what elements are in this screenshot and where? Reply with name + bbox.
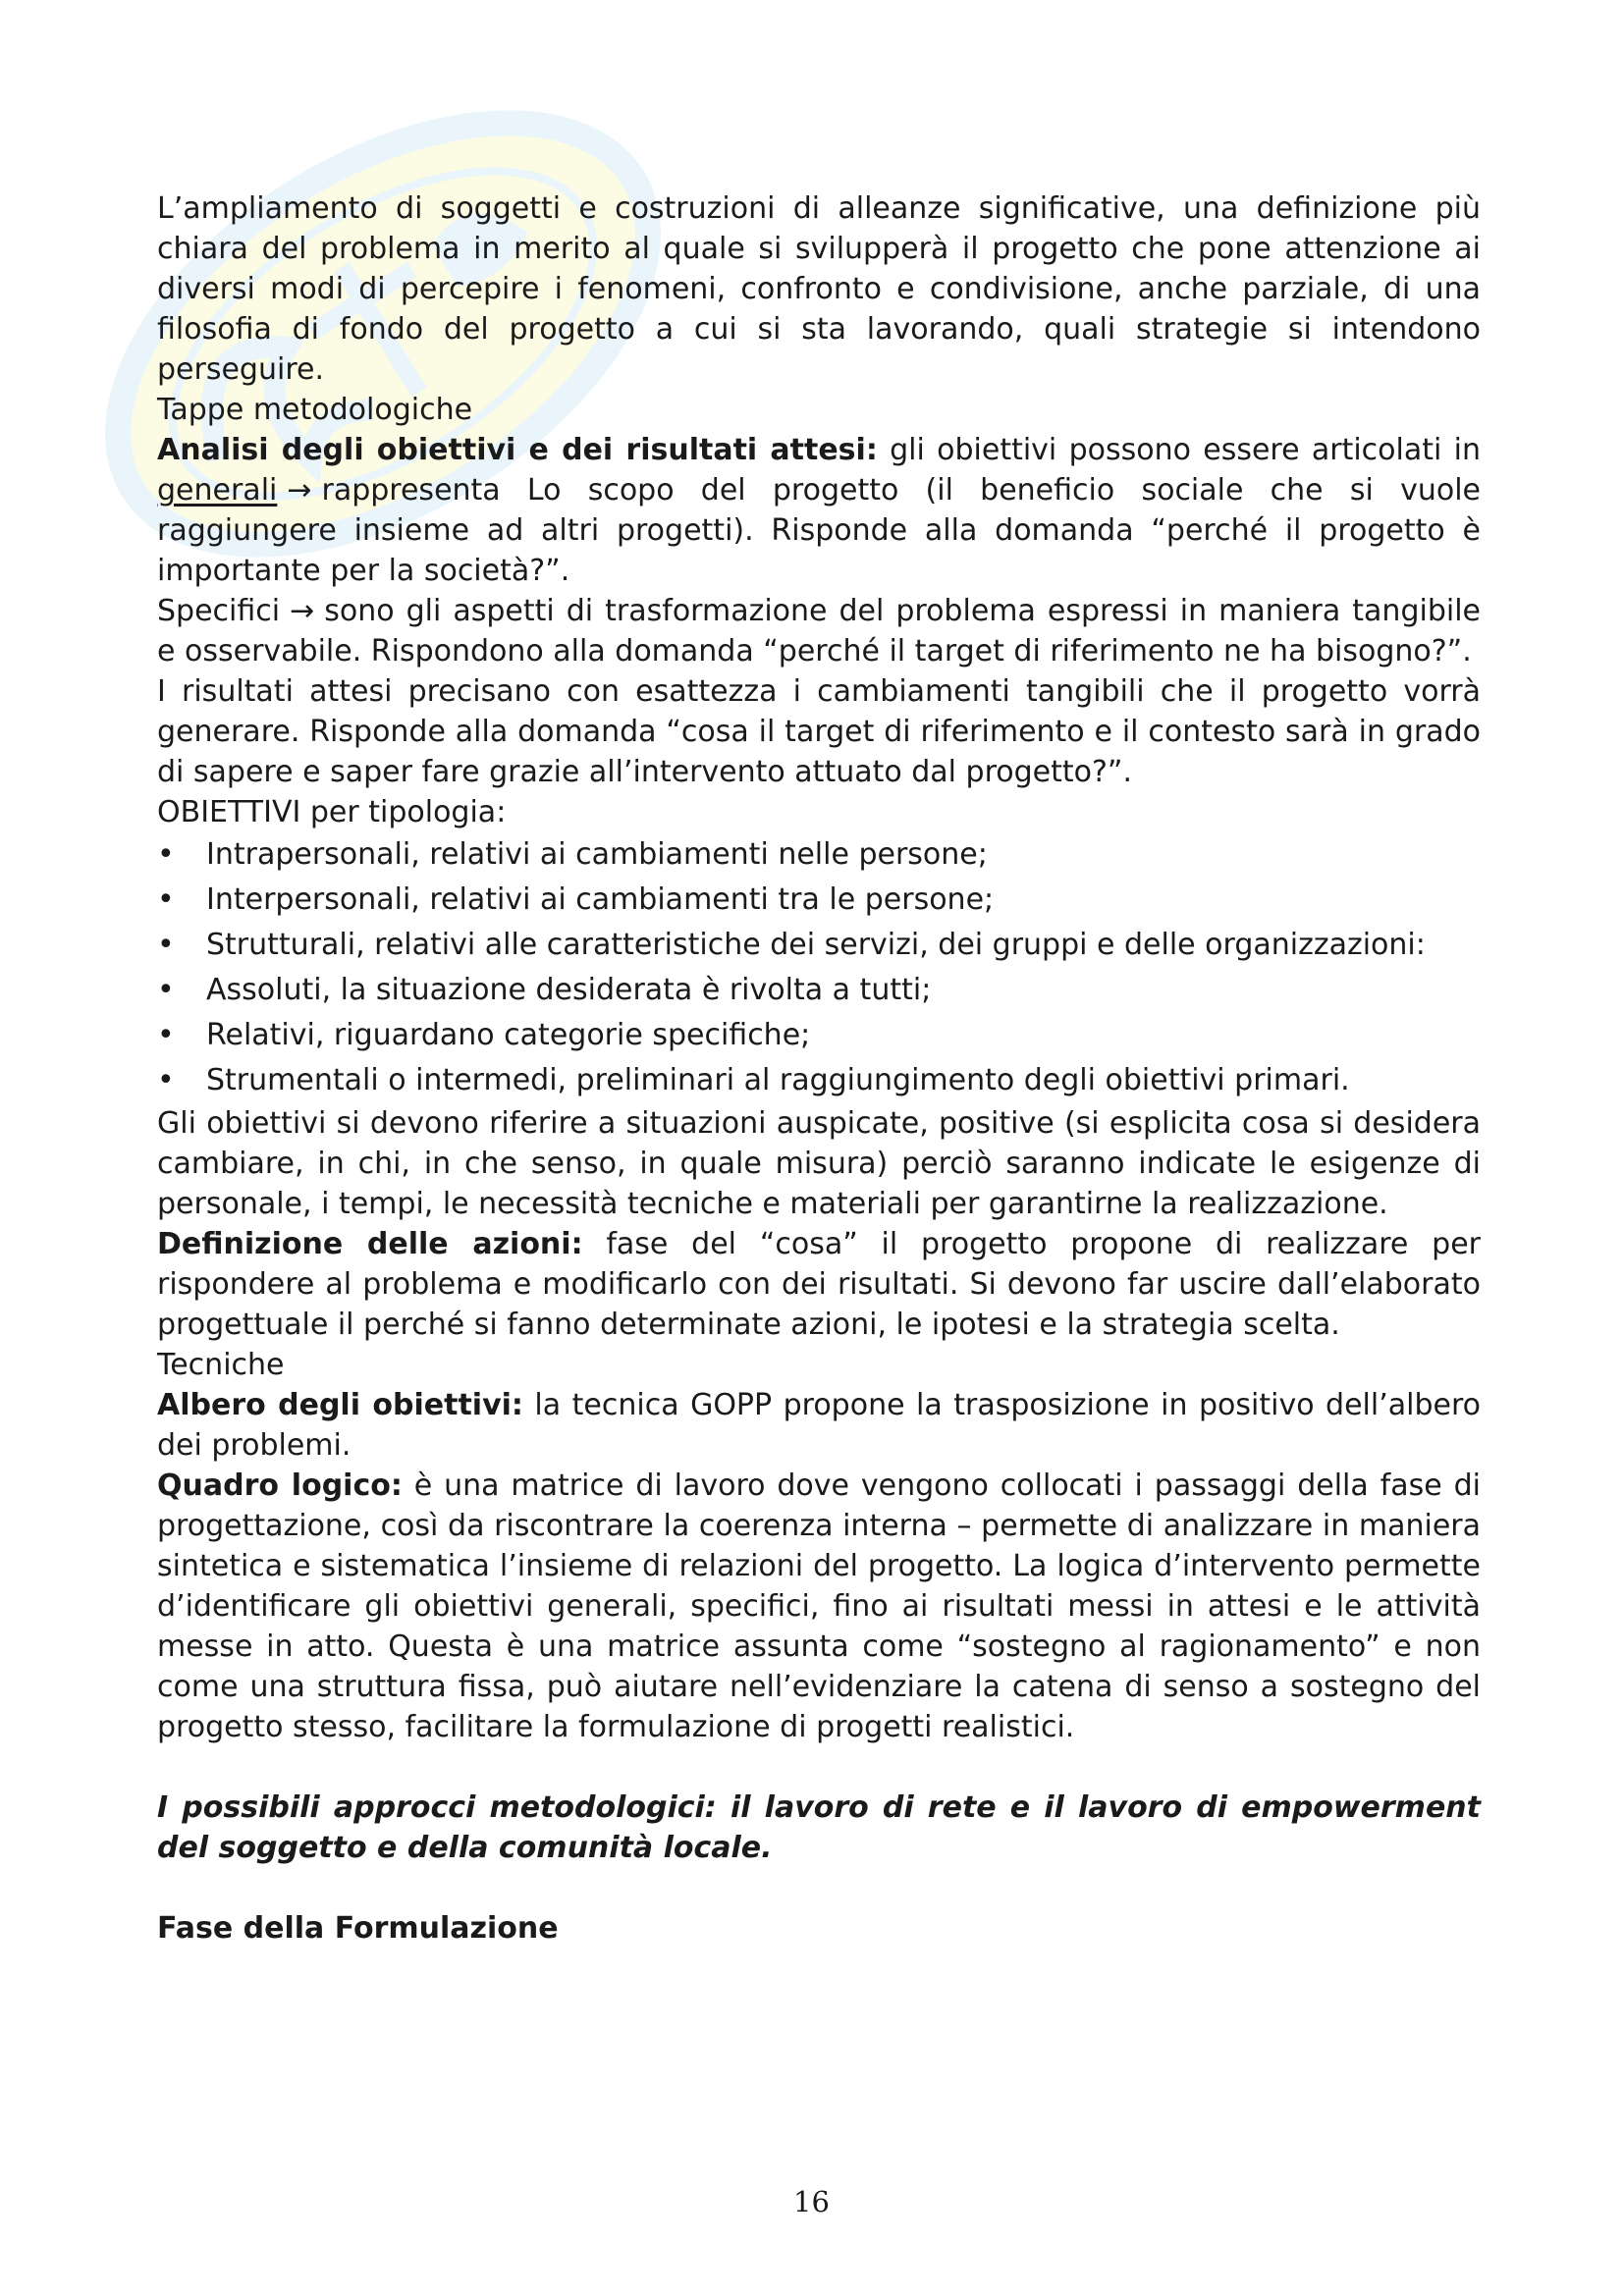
- list-item: • Relativi, riguardano categorie specifiche;: [157, 1013, 1481, 1058]
- list-item: • Intrapersonali, relativi ai cambiamenti nelle persone;: [157, 832, 1481, 878]
- albero-text: la tecnica GOPP propone la trasposizione in positivo dell’albero dei problemi.: [157, 1388, 1482, 1463]
- list-item: • Assoluti, la situazione desiderata è rivolta a tutti;: [157, 968, 1481, 1013]
- specifici-label: Specifici: [157, 594, 281, 628]
- document-body: [157, 188, 1481, 1949]
- list-item: • Strumentali o intermedi, preliminari al raggiungimento degli obiettivi primari.: [157, 1058, 1481, 1103]
- obiettivi-list: [157, 832, 1481, 1103]
- albero-label: Albero degli obiettivi:: [157, 1388, 523, 1422]
- tappe-heading: Tappe metodologiche: [157, 393, 473, 427]
- page-number: 16: [793, 2185, 830, 2218]
- analisi-text-2: rappresenta Lo scopo del progetto (il beneficio sociale che si vuole raggiungere insieme ad altri progetti). Risponde alla domanda “perché il progetto è importante per la società?”.: [157, 473, 1481, 588]
- quadro-label: Quadro logico:: [157, 1468, 403, 1503]
- analisi-paragraph: [157, 430, 1481, 591]
- analisi-text-1: gli obiettivi possono essere articolati in: [877, 433, 1481, 467]
- definizione-text: fase del “cosa” il progetto propone di realizzare per rispondere al problema e modificarlo con dei risultati. Si devono far uscire dall’elaborato progettuale il perché si fanno determinate azioni, le ipotesi e la strategia scelta.: [157, 1227, 1481, 1342]
- intro-paragraph: L’ampliamento di soggetti e costruzioni di alleanze significative, una definizione più chiara del problema in merito al quale si svilupperà il progetto che pone attenzione ai diversi modi di percepire i fenomeni, confronto e condivisione, anche parziale, di una filosofia di fondo del progetto a cui si sta lavorando, quali strategie si intendono perseguire.: [157, 191, 1481, 387]
- formulazione-heading: Fase della Formulazione: [157, 1911, 559, 1946]
- generali-term: generali: [157, 473, 278, 507]
- definizione-paragraph: [157, 1224, 1481, 1345]
- specifici-paragraph: [157, 591, 1481, 671]
- right-arrow-icon: →: [287, 473, 312, 507]
- approcci-heading: I possibili approcci metodologici: il lavoro di rete e il lavoro di empowerment del soggetto e della comunità locale.: [157, 1790, 1481, 1865]
- obiettivi-heading: OBIETTIVI per tipologia:: [157, 795, 507, 829]
- list-item: • Strutturali, relativi alle caratteristiche dei servizi, dei gruppi e delle organizzazioni:: [157, 923, 1481, 968]
- analisi-label: Analisi degli obiettivi e dei risultati attesi:: [157, 433, 878, 467]
- tecniche-heading: Tecniche: [157, 1348, 285, 1382]
- specifici-text: sono gli aspetti di trasformazione del problema espressi in maniera tangibile e osservabile. Rispondono alla domanda “perché il target di riferimento ne ha bisogno?”.: [157, 594, 1481, 668]
- quadro-text: è una matrice di lavoro dove vengono collocati i passaggi della fase di progettazione, così da riscontrare la coerenza interna – permette di analizzare in maniera sintetica e sistematica l’insieme di relazioni del progetto. La logica d’intervento permette d’identificare gli obiettivi generali, specifici, fino ai risultati messi in attesi e le attività messe in atto. Questa è una matrice assunta come “sostegno al ragionamento” e non come una struttura fissa, può aiutare nell’evidenziare la catena di senso a sostegno del progetto stesso, facilitare la formulazione di progetti realistici.: [157, 1468, 1481, 1744]
- list-item: • Interpersonali, relativi ai cambiamenti tra le persone;: [157, 878, 1481, 923]
- obiettivi-closing-paragraph: Gli obiettivi si devono riferire a situazioni auspicate, positive (si esplicita cosa si desidera cambiare, in chi, in che senso, in quale misura) perciò saranno indicate le esigenze di personale, i tempi, le necessità tecniche e materiali per garantirne la realizzazione.: [157, 1106, 1481, 1221]
- right-arrow-icon: →: [290, 594, 315, 628]
- risultati-paragraph: I risultati attesi precisano con esattezza i cambiamenti tangibili che il progetto vorrà generare. Risponde alla domanda “cosa il target di riferimento e il contesto sarà in grado di sapere e saper fare grazie all’intervento attuato dal progetto?”.: [157, 674, 1481, 789]
- quadro-paragraph: [157, 1466, 1481, 1747]
- definizione-label: Definizione delle azioni:: [157, 1227, 583, 1261]
- albero-paragraph: [157, 1385, 1481, 1466]
